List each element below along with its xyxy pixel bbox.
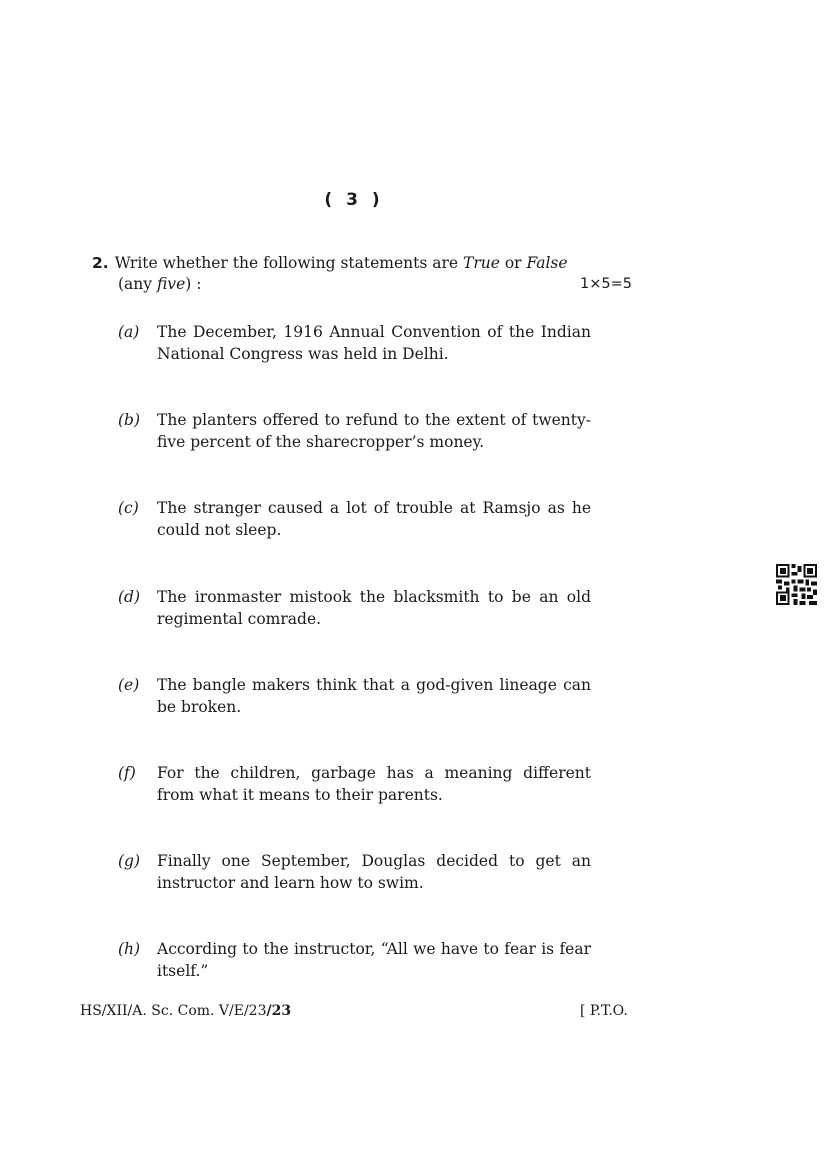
item-text: The planters offered to refund to the extent of twenty-five percent of the sharecropper’s money. bbox=[157, 411, 591, 451]
statement-b bbox=[118, 409, 591, 453]
statement-g bbox=[118, 850, 591, 894]
item-text: For the children, garbage has a meaning different from what it means to their parents. bbox=[157, 764, 591, 804]
item-label: (e) bbox=[118, 676, 140, 694]
item-text: The ironmaster mistook the blacksmith to be an old regimental comrade. bbox=[157, 588, 591, 628]
statement-f bbox=[118, 762, 591, 806]
item-text: The bangle makers think that a god-given lineage can be broken. bbox=[157, 676, 591, 716]
true-word: True bbox=[462, 254, 500, 272]
five-word: five bbox=[156, 275, 186, 293]
statement-c bbox=[118, 497, 591, 541]
statement-a bbox=[118, 321, 591, 365]
question-number: 2. bbox=[92, 254, 109, 272]
qr-code-icon bbox=[776, 564, 817, 605]
false-word: False bbox=[526, 254, 568, 272]
item-label: (a) bbox=[118, 323, 140, 341]
paper-code bbox=[80, 1003, 291, 1019]
question-instruction-line2 bbox=[92, 274, 632, 295]
statement-e bbox=[118, 674, 591, 718]
item-label: (h) bbox=[118, 940, 141, 958]
instruction-text: Write whether the following statements are bbox=[114, 254, 463, 272]
statement-d bbox=[118, 586, 591, 630]
question-instruction-line1 bbox=[92, 253, 632, 274]
question-header bbox=[92, 253, 632, 295]
item-label: (d) bbox=[118, 588, 141, 606]
page-number: ( 3 ) bbox=[324, 190, 384, 210]
any-text: (any bbox=[118, 275, 157, 293]
item-text: The stranger caused a lot of trouble at Ramsjo as he could not sleep. bbox=[157, 499, 591, 539]
item-text: The December, 1916 Annual Convention of the Indian National Congress was held in Delhi. bbox=[157, 323, 591, 363]
paper-code-text: HS/XII/A. Sc. Com. V/E/23 bbox=[80, 1003, 267, 1019]
item-label: (c) bbox=[118, 499, 139, 517]
pto-label: [ P.T.O. bbox=[580, 1003, 628, 1019]
or-word: or bbox=[499, 254, 527, 272]
item-label: (b) bbox=[118, 411, 141, 429]
marks: 1×5=5 bbox=[580, 276, 632, 292]
paper-code-bold: /23 bbox=[266, 1003, 292, 1019]
any-close: ) : bbox=[185, 275, 202, 293]
item-label: (g) bbox=[118, 852, 141, 870]
item-text: According to the instructor, “All we have to fear is fear itself.” bbox=[157, 940, 591, 980]
item-label: (f) bbox=[118, 764, 136, 782]
statement-h bbox=[118, 938, 591, 982]
item-text: Finally one September, Douglas decided to get an instructor and learn how to swim. bbox=[157, 852, 591, 892]
